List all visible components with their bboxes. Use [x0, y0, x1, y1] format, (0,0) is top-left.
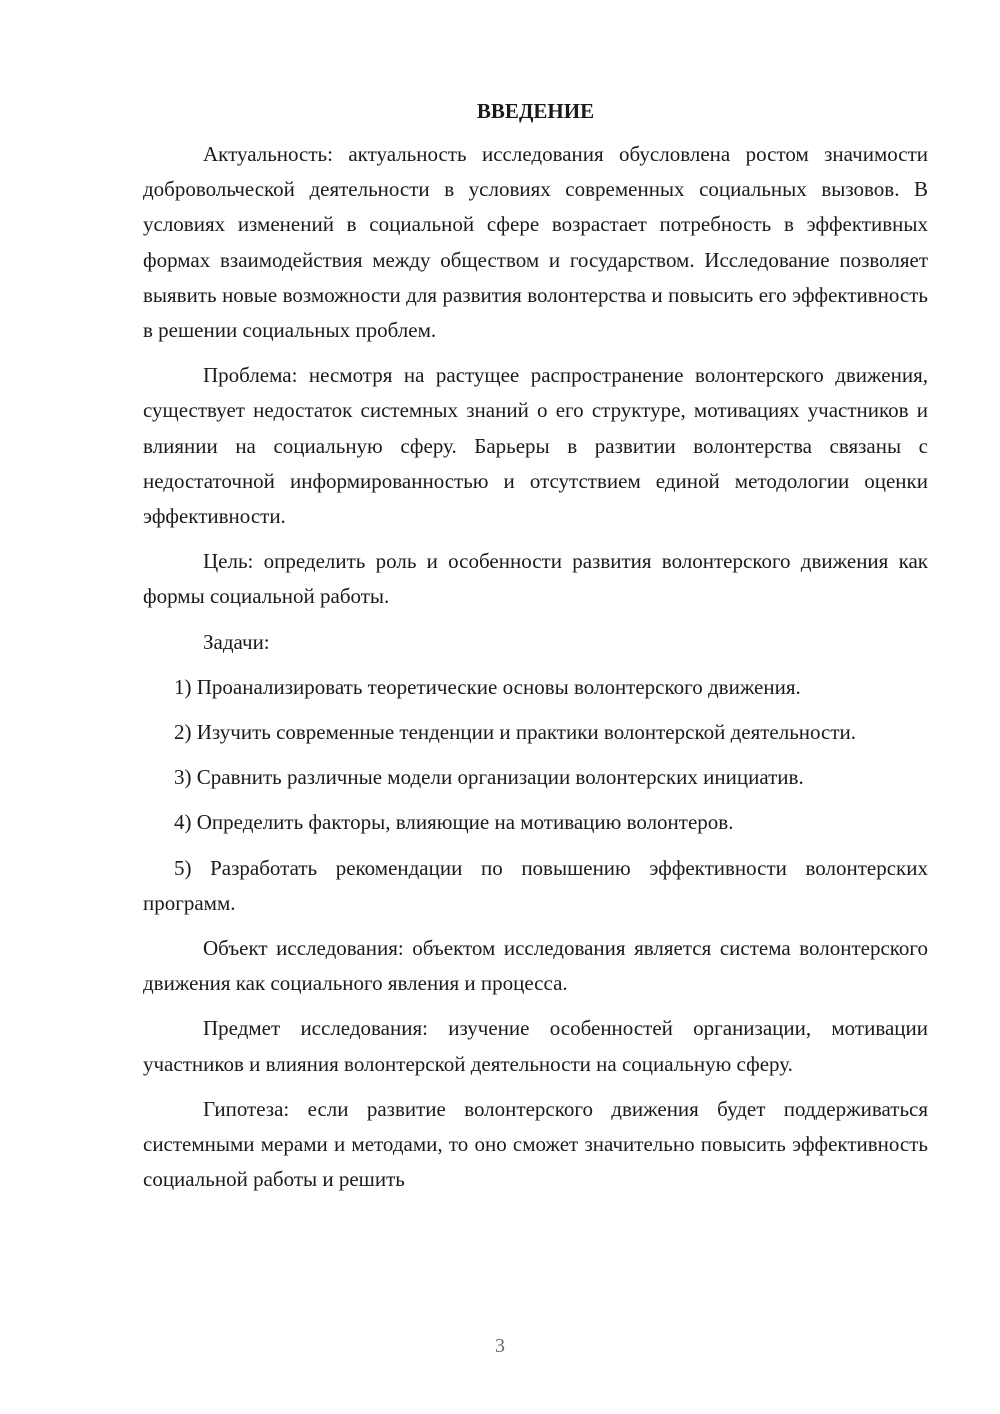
- goal-paragraph: Цель: определить роль и особенности развития волонтерского движения как формы социальной работы.: [143, 549, 928, 609]
- document-page: [143, 96, 928, 1197]
- hypothesis-paragraph: Гипотеза: если развитие волонтерского движения будет поддерживаться системными мерами и методами, то оно сможет значительно повысить эффективность социальной работы и решить: [143, 1096, 928, 1192]
- task-item-4: 4) Определить факторы, влияющие на мотивацию волонтеров.: [174, 810, 734, 835]
- tasks-heading: Задачи:: [203, 629, 270, 654]
- section-title: ВВЕДЕНИЕ: [476, 99, 595, 123]
- task-item-5: 5) Разработать рекомендации по повышению эффективности волонтерских программ.: [143, 855, 928, 915]
- problem-paragraph: Проблема: несмотря на растущее распространение волонтерского движения, существует недостаток системных знаний о его структуре, мотивациях участников и влиянии на социальную сферу. Барьеры в развитии волонтерства связаны с недостаточной информированностью и отсутствием единой методологии оценки эффективности.: [143, 363, 928, 529]
- task-item-2: 2) Изучить современные тенденции и практики волонтерской деятельности.: [174, 720, 857, 745]
- page-number: 3: [495, 1335, 505, 1357]
- task-item-3: 3) Сравнить различные модели организации волонтерских инициатив.: [174, 765, 804, 790]
- subject-paragraph: Предмет исследования: изучение особенностей организации, мотивации участников и влияния волонтерской деятельности на социальную сферу.: [143, 1016, 928, 1076]
- object-paragraph: Объект исследования: объектом исследования является система волонтерского движения как социального явления и процесса.: [143, 936, 928, 996]
- relevance-paragraph: Актуальность: актуальность исследования обусловлена ростом значимости добровольческой деятельности в условиях современных социальных вызовов. В условиях изменений в социальной сфере возрастает потребность в эффективных формах взаимодействия между обществом и государством. Исследование позволяет выявить новые возможности для развития волонтерства и повысить его эффективность в решении социальных проблем.: [143, 142, 928, 343]
- task-item-1: 1) Проанализировать теоретические основы волонтерского движения.: [174, 674, 801, 699]
